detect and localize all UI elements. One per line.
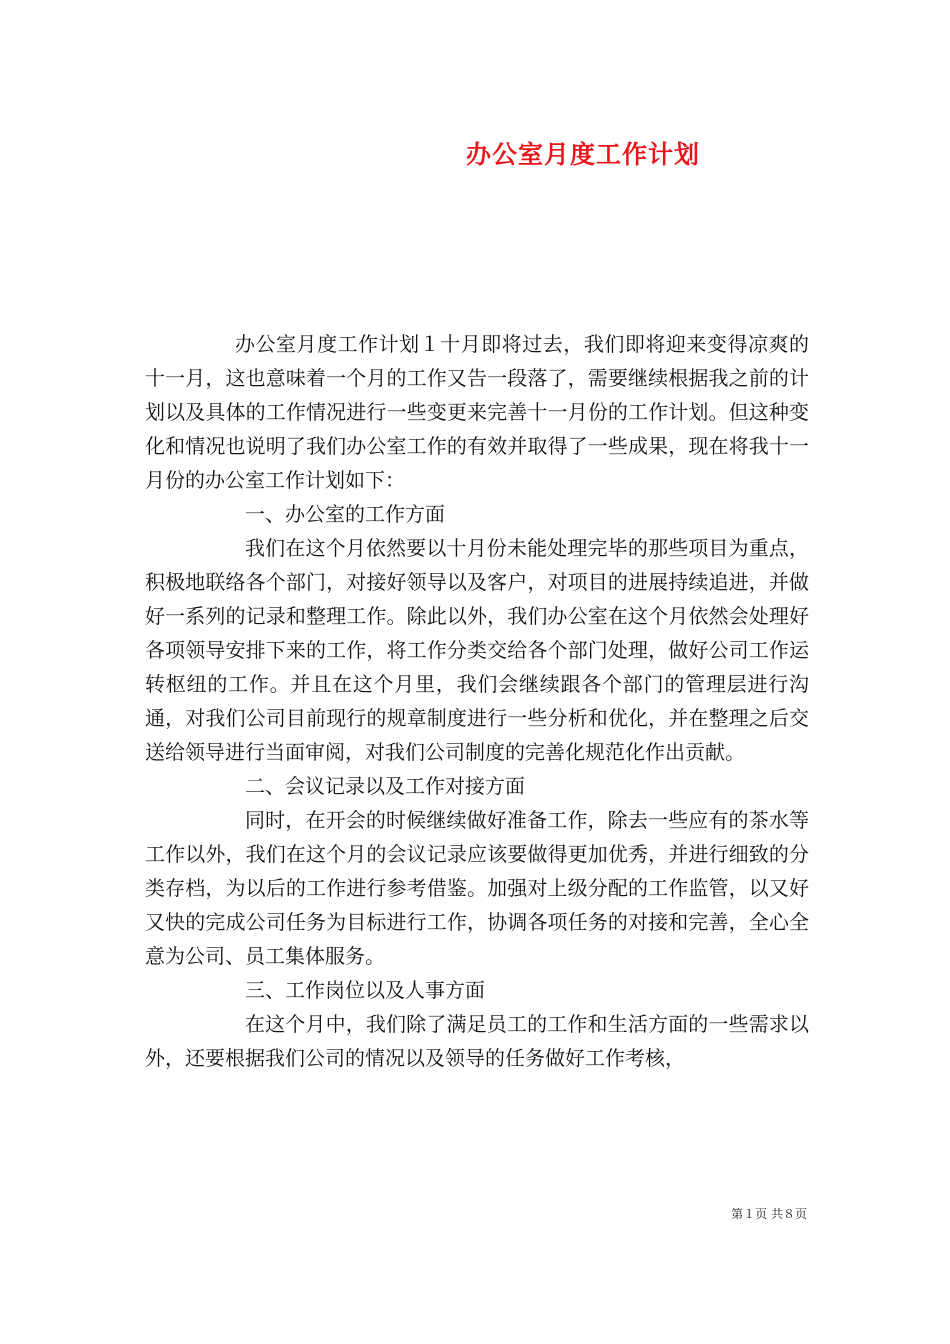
page-number-footer: 第１页 共８页	[731, 1207, 807, 1221]
section-heading-office-work: 一、办公室的工作方面	[245, 502, 445, 526]
document-body	[145, 327, 809, 1075]
page-title: 办公室月度工作计划	[465, 140, 700, 169]
personnel-paragraph: 在这个月中，我们除了满足员工的工作和生活方面的一些需求以外，还要根据我们公司的情况以及领导的任务做好工作考核，	[145, 1012, 809, 1070]
section-heading-meeting-records: 二、会议记录以及工作对接方面	[245, 774, 525, 798]
intro-paragraph: 办公室月度工作计划１十月即将过去，我们即将迎来变得凉爽的十一月，这也意味着一个月的工作又告一段落了，需要继续根据我之前的计划以及具体的工作情况进行一些变更来完善十一月份的工作计划。但这种变化和情况也说明了我们办公室工作的有效并取得了一些成果，现在将我十一月份的办公室工作计划如下：	[145, 332, 809, 492]
meeting-records-paragraph: 同时，在开会的时候继续做好准备工作，除去一些应有的茶水等工作以外，我们在这个月的会议记录应该要做得更加优秀，并进行细致的分类存档，为以后的工作进行参考借鉴。加强对上级分配的工作监管，以又好又快的完成公司任务为目标进行工作，协调各项任务的对接和完善，全心全意为公司、员工集体服务。	[145, 808, 809, 968]
section-heading-personnel: 三、工作岗位以及人事方面	[245, 978, 485, 1002]
office-work-paragraph: 我们在这个月依然要以十月份未能处理完毕的那些项目为重点，积极地联络各个部门，对接好领导以及客户，对项目的进展持续追进，并做好一系列的记录和整理工作。除此以外，我们办公室在这个月依然会处理好各项领导安排下来的工作，将工作分类交给各个部门处理，做好公司工作运转枢纽的工作。并且在这个月里，我们会继续跟各个部门的管理层进行沟通，对我们公司目前现行的规章制度进行一些分析和优化，并在整理之后交送给领导进行当面审阅，对我们公司制度的完善化规范化作出贡献。	[145, 536, 809, 764]
